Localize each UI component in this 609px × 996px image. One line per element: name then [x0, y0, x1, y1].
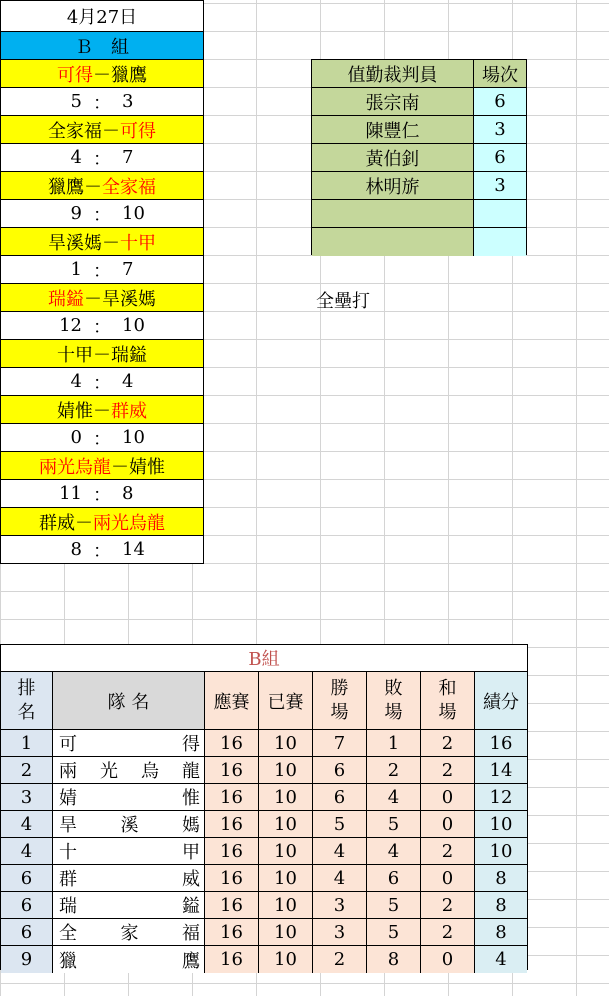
score-row[interactable] [1, 88, 203, 115]
played-value: 10 [274, 840, 297, 862]
cell-wins[interactable] [313, 757, 367, 784]
scheduled-value: 16 [220, 921, 243, 943]
score-home: 1 [70, 259, 82, 280]
rank-value: 6 [20, 921, 33, 943]
standings-title: B組 [248, 649, 280, 670]
cell-points[interactable] [475, 730, 527, 757]
wins-value: 3 [333, 921, 346, 943]
score-separator: ： [93, 204, 111, 226]
cell-team[interactable] [53, 838, 205, 865]
header-wins[interactable] [313, 672, 367, 730]
losses-value: 1 [387, 732, 400, 754]
cell-played[interactable] [259, 838, 313, 865]
rank-value: 4 [20, 840, 33, 862]
cell-rank[interactable] [1, 892, 53, 919]
cell-draws[interactable] [421, 784, 475, 811]
score-away: 10 [122, 427, 145, 448]
header-scheduled[interactable] [205, 672, 259, 730]
cell-losses[interactable] [367, 919, 421, 946]
group-label: Ｂ 組 [75, 36, 129, 58]
dash: － [93, 64, 111, 86]
played-value: 10 [274, 732, 297, 754]
played-value: 10 [274, 921, 297, 943]
score-home: 9 [70, 203, 82, 224]
cell-team[interactable] [53, 784, 205, 811]
cell-points[interactable] [475, 865, 527, 892]
header-draws-char: 場 [438, 701, 457, 723]
score-away: 8 [122, 483, 134, 504]
cell-rank[interactable] [1, 811, 53, 838]
team-name-char: 獵 [59, 950, 77, 972]
score-row[interactable] [1, 368, 203, 395]
cell-played[interactable] [259, 919, 313, 946]
cell-played[interactable] [259, 946, 313, 973]
cell-scheduled[interactable] [205, 757, 259, 784]
header-rank[interactable] [1, 672, 53, 730]
rank-value: 9 [20, 949, 33, 970]
away-team: 全家福 [102, 176, 156, 198]
team-name-char: 婧 [59, 788, 77, 809]
cell-team[interactable] [53, 757, 205, 784]
cell-wins[interactable] [313, 946, 367, 973]
scheduled-value: 16 [220, 867, 243, 889]
header-wins-char: 場 [330, 701, 349, 723]
wins-value: 7 [333, 732, 346, 754]
header-scheduled-label: 應賽 [213, 691, 250, 713]
cell-draws[interactable] [421, 811, 475, 838]
scheduled-value: 16 [220, 949, 243, 970]
rank-value: 2 [20, 759, 33, 781]
score-separator: ： [93, 316, 111, 338]
points-value: 8 [495, 867, 507, 889]
referee-header-name-label: 值勤裁判員 [347, 64, 438, 86]
points-value: 16 [489, 732, 513, 754]
score-home: 5 [70, 91, 82, 112]
wins-value: 3 [333, 894, 346, 916]
referee-count-cell[interactable] [474, 200, 526, 228]
team-name-char: 鎰 [182, 896, 200, 917]
score-separator: ： [93, 428, 111, 450]
team-name-char: 家 [120, 923, 139, 944]
score-home: 4 [70, 147, 82, 168]
score-separator: ： [93, 92, 111, 114]
cell-rank[interactable] [1, 865, 53, 892]
scheduled-value: 16 [220, 759, 243, 781]
points-value: 12 [489, 786, 513, 808]
cell-points[interactable] [475, 838, 527, 865]
score-separator: ： [93, 372, 111, 394]
group-header-cell[interactable] [1, 31, 203, 59]
team-name-char: 瑞 [59, 896, 77, 917]
cell-scheduled[interactable] [205, 865, 259, 892]
cell-played[interactable] [259, 811, 313, 838]
draws-value: 0 [441, 949, 454, 970]
referee-name: 林明旂 [365, 176, 420, 198]
date-label: 4月27日 [66, 7, 138, 28]
scheduled-value: 16 [220, 813, 243, 835]
referee-count-cell[interactable] [474, 144, 526, 172]
losses-value: 2 [387, 759, 400, 781]
referee-count-cell[interactable] [474, 172, 526, 200]
points-value: 8 [495, 921, 507, 943]
dash: － [93, 344, 111, 366]
cell-scheduled[interactable] [205, 730, 259, 757]
team-name-char: 旱 [59, 815, 77, 836]
points-value: 4 [495, 949, 507, 970]
score-away: 3 [122, 91, 134, 112]
team-name-char: 惟 [182, 788, 200, 809]
losses-value: 5 [387, 894, 400, 916]
cell-points[interactable] [475, 757, 527, 784]
score-separator: ： [93, 484, 111, 506]
away-team: 旱溪媽 [102, 288, 156, 310]
header-points[interactable] [475, 672, 527, 730]
header-losses[interactable] [367, 672, 421, 730]
referee-name: 黃伯釗 [365, 148, 420, 170]
cell-draws[interactable] [421, 757, 475, 784]
dash: － [111, 456, 129, 478]
match-row[interactable] [1, 507, 203, 536]
referee-header-name[interactable] [312, 60, 474, 88]
cell-wins[interactable] [313, 730, 367, 757]
score-away: 10 [122, 315, 145, 336]
score-home: 8 [70, 539, 82, 560]
cell-played[interactable] [259, 730, 313, 757]
played-value: 10 [274, 949, 297, 970]
away-team: 可得 [120, 120, 156, 142]
header-draws[interactable] [421, 672, 475, 730]
cell-losses[interactable] [367, 730, 421, 757]
wins-value: 5 [333, 813, 346, 835]
cell-played[interactable] [259, 892, 313, 919]
home-team: 婧惟 [57, 400, 93, 422]
team-name-char: 福 [182, 923, 200, 944]
score-home: 12 [59, 315, 82, 336]
match-row[interactable] [1, 59, 203, 88]
home-team: 可得 [57, 64, 93, 86]
match-row[interactable] [1, 283, 203, 312]
referee-count-cell[interactable] [474, 88, 526, 116]
draws-value: 2 [441, 894, 454, 916]
cell-points[interactable] [475, 784, 527, 811]
played-value: 10 [274, 894, 297, 916]
date-cell[interactable] [1, 1, 203, 31]
team-name-char: 得 [182, 734, 200, 755]
score-home: 11 [59, 483, 82, 504]
referee-count: 6 [494, 91, 506, 112]
match-row[interactable] [1, 115, 203, 144]
team-name-char: 全 [59, 923, 77, 944]
cell-rank[interactable] [1, 919, 53, 946]
score-row[interactable] [1, 536, 203, 563]
home-team: 瑞鎰 [48, 288, 84, 310]
score-row[interactable] [1, 424, 203, 451]
losses-value: 4 [387, 840, 400, 862]
score-away: 7 [122, 259, 134, 280]
referee-name-cell[interactable] [312, 144, 474, 172]
cell-draws[interactable] [421, 865, 475, 892]
match-row[interactable] [1, 451, 203, 480]
home-team: 群威 [39, 512, 75, 534]
referee-name-cell[interactable] [312, 88, 474, 116]
home-team: 旱溪媽 [48, 232, 102, 254]
team-name-char: 可 [59, 734, 77, 755]
team-name-char: 威 [182, 869, 200, 890]
cell-wins[interactable] [313, 838, 367, 865]
score-away: 4 [122, 371, 134, 392]
header-rank-char: 排 [17, 677, 36, 699]
rank-value: 6 [20, 894, 33, 916]
cell-scheduled[interactable] [205, 919, 259, 946]
cell-rank[interactable] [1, 838, 53, 865]
dash: － [102, 120, 120, 142]
team-name-char: 光 [100, 761, 118, 782]
cell-draws[interactable] [421, 838, 475, 865]
cell-wins[interactable] [313, 811, 367, 838]
score-separator: ： [93, 260, 111, 282]
away-team: 十甲 [120, 232, 156, 254]
team-name-char: 鷹 [182, 950, 200, 972]
cell-points[interactable] [475, 892, 527, 919]
cell-points[interactable] [475, 919, 527, 946]
cell-points[interactable] [475, 811, 527, 838]
losses-value: 5 [387, 921, 400, 943]
cell-draws[interactable] [421, 946, 475, 973]
cell-scheduled[interactable] [205, 811, 259, 838]
played-value: 10 [274, 813, 297, 835]
points-value: 8 [495, 894, 507, 916]
played-value: 10 [274, 786, 297, 808]
team-name-char: 群 [59, 869, 77, 890]
score-home: 0 [70, 427, 82, 448]
header-losses-char: 場 [384, 701, 403, 723]
draws-value: 2 [441, 732, 454, 754]
draws-value: 0 [441, 786, 454, 808]
points-value: 14 [489, 759, 513, 781]
header-rank-char: 名 [17, 701, 36, 723]
referee-name-cell[interactable] [312, 228, 474, 256]
team-name-char: 甲 [182, 842, 200, 863]
match-row[interactable] [1, 227, 203, 256]
score-row[interactable] [1, 200, 203, 227]
cell-draws[interactable] [421, 892, 475, 919]
referee-header-count-label: 場次 [482, 64, 518, 86]
dash: － [84, 288, 102, 310]
cell-team[interactable] [53, 811, 205, 838]
standings-title-cell[interactable] [1, 645, 527, 672]
score-row[interactable] [1, 256, 203, 283]
referee-name: 張宗南 [365, 92, 420, 114]
cell-played[interactable] [259, 757, 313, 784]
wins-value: 4 [333, 840, 346, 862]
cell-played[interactable] [259, 865, 313, 892]
scheduled-value: 16 [220, 732, 243, 754]
dash: － [75, 512, 93, 534]
scheduled-value: 16 [220, 786, 243, 808]
referee-name-cell[interactable] [312, 116, 474, 144]
score-row[interactable] [1, 480, 203, 507]
referee-count: 3 [494, 175, 506, 196]
team-name-char: 媽 [182, 815, 200, 836]
score-separator: ： [93, 148, 111, 170]
header-team-label: 隊 名 [107, 691, 150, 713]
match-row[interactable] [1, 339, 203, 368]
cell-rank[interactable] [1, 757, 53, 784]
cell-team[interactable] [53, 946, 205, 973]
cell-team[interactable] [53, 892, 205, 919]
team-name-char: 兩 [59, 761, 77, 782]
losses-value: 8 [387, 949, 400, 970]
schedule-table [0, 0, 204, 564]
score-home: 4 [70, 371, 82, 392]
cell-losses[interactable] [367, 784, 421, 811]
dash: － [84, 176, 102, 198]
cell-rank[interactable] [1, 730, 53, 757]
losses-value: 6 [387, 867, 400, 889]
team-name-char: 十 [59, 842, 77, 863]
team-name-char: 烏 [141, 761, 159, 782]
scheduled-value: 16 [220, 894, 243, 916]
referee-count: 3 [494, 119, 506, 140]
rank-value: 1 [20, 732, 33, 754]
score-row[interactable] [1, 144, 203, 171]
header-losses-char: 敗 [384, 677, 403, 699]
standings-table [0, 644, 528, 970]
rank-value: 4 [20, 813, 33, 835]
referee-name: 陳豐仁 [365, 120, 420, 142]
losses-value: 4 [387, 786, 400, 808]
header-draws-char: 和 [438, 677, 457, 699]
header-played-label: 已賽 [267, 691, 304, 713]
dash: － [102, 232, 120, 254]
cell-losses[interactable] [367, 757, 421, 784]
draws-value: 0 [441, 813, 454, 835]
cell-rank[interactable] [1, 784, 53, 811]
match-row[interactable] [1, 171, 203, 200]
away-team: 瑞鎰 [111, 344, 147, 366]
points-value: 10 [489, 813, 513, 835]
draws-value: 2 [441, 921, 454, 943]
away-team: 兩光烏龍 [93, 512, 165, 534]
cell-losses[interactable] [367, 946, 421, 973]
cell-draws[interactable] [421, 730, 475, 757]
home-team: 獵鷹 [48, 176, 84, 198]
played-value: 10 [274, 759, 297, 781]
cell-wins[interactable] [313, 892, 367, 919]
away-team: 獵鷹 [111, 64, 147, 86]
cell-draws[interactable] [421, 919, 475, 946]
header-team[interactable] [53, 672, 205, 730]
wins-value: 4 [333, 867, 346, 889]
draws-value: 0 [441, 867, 454, 889]
cell-losses[interactable] [367, 865, 421, 892]
cell-wins[interactable] [313, 784, 367, 811]
cell-scheduled[interactable] [205, 838, 259, 865]
away-team: 群威 [111, 400, 147, 422]
match-row[interactable] [1, 395, 203, 424]
cell-scheduled[interactable] [205, 784, 259, 811]
cell-wins[interactable] [313, 865, 367, 892]
cell-rank[interactable] [1, 946, 53, 973]
wins-value: 6 [333, 786, 346, 808]
referee-count-cell[interactable] [474, 228, 526, 256]
team-name-char: 龍 [182, 761, 200, 782]
home-team: 全家福 [48, 120, 102, 142]
team-name-char: 溪 [120, 815, 139, 836]
cell-scheduled[interactable] [205, 892, 259, 919]
score-away: 7 [122, 147, 134, 168]
score-separator: ： [93, 540, 111, 562]
wins-value: 6 [333, 759, 346, 781]
losses-value: 5 [387, 813, 400, 835]
cell-team[interactable] [53, 730, 205, 757]
draws-value: 2 [441, 759, 454, 781]
scheduled-value: 16 [220, 840, 243, 862]
referee-name-cell[interactable] [312, 172, 474, 200]
note-label: 全壘打 [316, 291, 370, 312]
referee-table [311, 59, 527, 255]
wins-value: 2 [333, 949, 346, 970]
referee-count-cell[interactable] [474, 116, 526, 144]
referee-header-count[interactable] [474, 60, 526, 88]
score-away: 14 [122, 539, 145, 560]
referee-name-cell[interactable] [312, 200, 474, 228]
cell-losses[interactable] [367, 892, 421, 919]
cell-played[interactable] [259, 784, 313, 811]
cell-losses[interactable] [367, 811, 421, 838]
note-cell[interactable] [316, 287, 370, 313]
referee-count: 6 [494, 147, 506, 168]
score-row[interactable] [1, 312, 203, 339]
draws-value: 2 [441, 840, 454, 862]
header-played[interactable] [259, 672, 313, 730]
home-team: 兩光烏龍 [39, 456, 111, 478]
header-wins-char: 勝 [330, 677, 349, 699]
cell-team[interactable] [53, 865, 205, 892]
cell-scheduled[interactable] [205, 946, 259, 973]
played-value: 10 [274, 867, 297, 889]
cell-wins[interactable] [313, 919, 367, 946]
cell-points[interactable] [475, 946, 527, 973]
home-team: 十甲 [57, 344, 93, 366]
score-away: 10 [122, 203, 145, 224]
cell-team[interactable] [53, 919, 205, 946]
dash: － [93, 400, 111, 422]
rank-value: 6 [20, 867, 33, 889]
cell-losses[interactable] [367, 838, 421, 865]
away-team: 婧惟 [129, 456, 165, 478]
points-value: 10 [489, 840, 513, 862]
header-points-label: 績分 [483, 691, 519, 713]
rank-value: 3 [20, 786, 33, 808]
